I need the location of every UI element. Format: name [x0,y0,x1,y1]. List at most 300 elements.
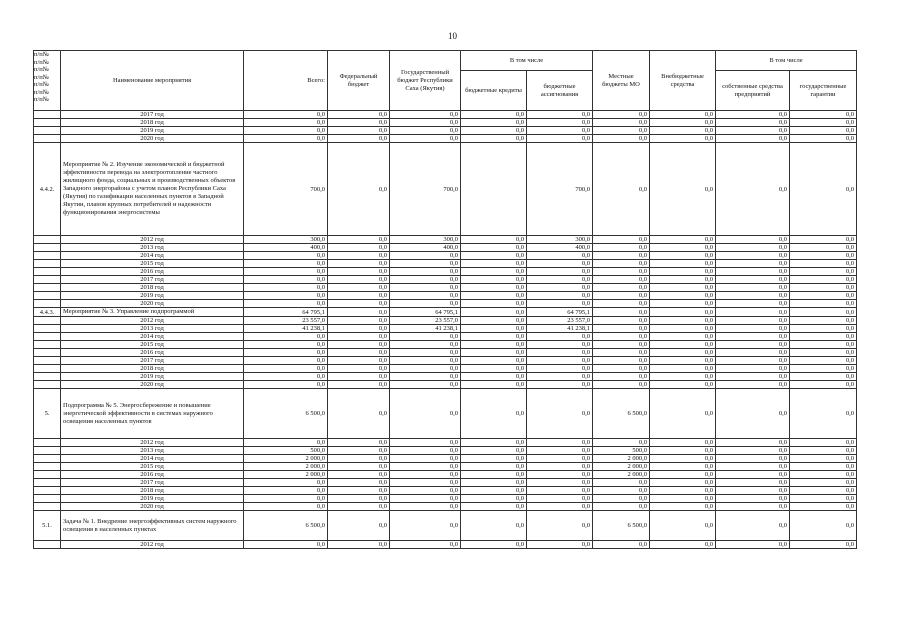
value-cell: 0,0 [790,111,857,119]
value-cell: 0,0 [461,541,527,549]
row-year: 2019 год [61,495,244,503]
value-cell: 0,0 [593,341,650,349]
value-cell: 0,0 [527,300,593,308]
value-cell: 0,0 [244,365,328,373]
value-cell: 0,0 [650,325,716,333]
value-cell: 0,0 [650,300,716,308]
value-cell: 0,0 [461,463,527,471]
row-year: 2015 год [61,341,244,349]
table-row [34,252,857,260]
value-cell: 0,0 [328,284,390,292]
value-cell: 0,0 [461,341,527,349]
row-code [34,276,61,284]
row-code [34,439,61,447]
row-year: 2017 год [61,111,244,119]
value-cell: 0,0 [461,357,527,365]
value-cell: 0,0 [716,284,790,292]
value-cell: 0,0 [390,333,461,341]
value-cell: 2 000,0 [244,455,328,463]
value-cell: 0,0 [716,495,790,503]
table-header [34,51,857,111]
value-cell: 0,0 [650,276,716,284]
row-year: 2012 год [61,439,244,447]
value-cell: 300,0 [390,236,461,244]
table-row [34,143,857,236]
value-cell: 0,0 [461,300,527,308]
value-cell: 0,0 [390,463,461,471]
value-cell: 0,0 [650,143,716,236]
row-year: 2014 год [61,333,244,341]
header-credits: бюджетные кредиты [461,71,527,111]
value-cell: 0,0 [650,292,716,300]
value-cell: 0,0 [527,495,593,503]
value-cell: 0,0 [390,127,461,135]
row-name: Задача № 1. Внедрение энергоэффективных систем наружного освещения в населенных пунктах [61,511,244,541]
value-cell: 0,0 [461,268,527,276]
row-code [34,471,61,479]
value-cell: 0,0 [716,143,790,236]
value-cell: 0,0 [790,381,857,389]
value-cell: 64 795,1 [390,308,461,317]
row-year: 2013 год [61,447,244,455]
value-cell: 0,0 [527,276,593,284]
value-cell: 64 795,1 [244,308,328,317]
value-cell: 0,0 [716,333,790,341]
value-cell: 0,0 [461,487,527,495]
value-cell: 0,0 [593,236,650,244]
value-cell: 6 500,0 [244,389,328,439]
value-cell: 0,0 [527,119,593,127]
value-cell: 0,0 [461,127,527,135]
header-own: собственные средства предприятий [716,71,790,111]
row-code [34,349,61,357]
value-cell: 0,0 [650,373,716,381]
table-row [34,300,857,308]
table-row [34,479,857,487]
value-cell: 0,0 [328,260,390,268]
value-cell: 0,0 [593,284,650,292]
table-row [34,317,857,325]
value-cell: 0,0 [390,260,461,268]
value-cell: 0,0 [716,268,790,276]
value-cell: 0,0 [390,487,461,495]
value-cell: 0,0 [593,541,650,549]
table-row [34,333,857,341]
row-code [34,292,61,300]
row-code: 5. [34,389,61,439]
value-cell: 0,0 [461,276,527,284]
value-cell: 0,0 [650,127,716,135]
value-cell: 0,0 [461,325,527,333]
value-cell: 0,0 [328,455,390,463]
row-code [34,333,61,341]
value-cell: 0,0 [390,389,461,439]
row-year: 2020 год [61,381,244,389]
value-cell: 0,0 [650,119,716,127]
header-number-line: п/п№ [34,58,49,66]
value-cell: 0,0 [716,357,790,365]
value-cell: 0,0 [790,447,857,455]
value-cell: 0,0 [527,135,593,143]
row-year: 2020 год [61,300,244,308]
value-cell: 0,0 [328,365,390,373]
row-year: 2020 год [61,135,244,143]
value-cell: 0,0 [716,365,790,373]
value-cell: 0,0 [593,349,650,357]
table-row [34,111,857,119]
value-cell: 0,0 [593,487,650,495]
header-name: Наименование мероприятия [61,51,244,111]
value-cell [461,143,527,236]
value-cell: 0,0 [328,389,390,439]
value-cell: 0,0 [593,503,650,511]
row-code [34,381,61,389]
value-cell: 0,0 [244,349,328,357]
value-cell: 0,0 [328,308,390,317]
table-row [34,268,857,276]
value-cell: 0,0 [527,268,593,276]
value-cell: 0,0 [650,479,716,487]
value-cell: 700,0 [527,143,593,236]
value-cell: 0,0 [650,471,716,479]
value-cell: 0,0 [716,373,790,381]
value-cell: 0,0 [390,365,461,373]
value-cell: 0,0 [328,487,390,495]
row-code: 4.4.3. [34,308,61,317]
value-cell: 0,0 [790,479,857,487]
value-cell: 0,0 [650,111,716,119]
value-cell: 0,0 [790,127,857,135]
row-year: 2014 год [61,252,244,260]
value-cell: 0,0 [790,252,857,260]
row-code [34,373,61,381]
value-cell: 0,0 [527,503,593,511]
table-row [34,365,857,373]
value-cell: 0,0 [716,135,790,143]
table-row [34,455,857,463]
row-code [34,127,61,135]
value-cell: 0,0 [790,292,857,300]
row-year: 2014 год [61,455,244,463]
value-cell: 0,0 [461,365,527,373]
value-cell: 0,0 [593,357,650,365]
value-cell: 0,0 [244,479,328,487]
value-cell: 0,0 [790,333,857,341]
row-code: 4.4.2. [34,143,61,236]
value-cell: 0,0 [593,300,650,308]
value-cell: 0,0 [461,495,527,503]
value-cell: 0,0 [527,260,593,268]
value-cell: 0,0 [650,244,716,252]
value-cell: 0,0 [716,455,790,463]
row-year: 2013 год [61,325,244,333]
value-cell: 0,0 [244,119,328,127]
value-cell: 0,0 [716,300,790,308]
row-code [34,244,61,252]
value-cell: 0,0 [461,292,527,300]
value-cell: 0,0 [390,479,461,487]
value-cell: 0,0 [716,236,790,244]
value-cell: 0,0 [593,325,650,333]
value-cell: 0,0 [716,127,790,135]
header-incl-offbudget: В том числе [716,51,857,71]
table-row [34,135,857,143]
value-cell: 0,0 [716,389,790,439]
value-cell: 0,0 [390,511,461,541]
value-cell: 0,0 [716,487,790,495]
value-cell: 0,0 [390,341,461,349]
value-cell: 0,0 [650,389,716,439]
header-number-lines [34,51,60,104]
value-cell: 0,0 [527,111,593,119]
value-cell: 0,0 [790,244,857,252]
value-cell: 0,0 [593,135,650,143]
value-cell: 0,0 [328,325,390,333]
value-cell: 0,0 [593,365,650,373]
row-year: 2012 год [61,317,244,325]
value-cell: 0,0 [328,333,390,341]
value-cell: 0,0 [790,511,857,541]
value-cell: 0,0 [650,317,716,325]
row-code [34,447,61,455]
header-guar: государственные гарантии [790,71,857,111]
value-cell: 0,0 [650,260,716,268]
header-number [34,51,61,111]
value-cell: 0,0 [244,503,328,511]
value-cell: 0,0 [244,541,328,549]
value-cell: 0,0 [593,308,650,317]
value-cell: 500,0 [593,447,650,455]
value-cell: 0,0 [593,260,650,268]
row-code [34,341,61,349]
value-cell: 0,0 [593,244,650,252]
table-row [34,487,857,495]
table-row [34,276,857,284]
value-cell: 0,0 [790,268,857,276]
value-cell: 0,0 [790,463,857,471]
value-cell: 23 557,0 [390,317,461,325]
row-code [34,236,61,244]
table-row [34,308,857,317]
value-cell: 0,0 [244,111,328,119]
value-cell: 0,0 [790,284,857,292]
value-cell: 0,0 [716,439,790,447]
row-name: Мероприятие № 2. Изучение экономической и бюджетной эффективности перевода на электроотопление частного жилищного фонда, социальных и производственных объектов Западного энергорайона с учетом планов Республики Саха (Якутия) по газификации населенных пунктов в Западной Якутии, планов крупных потребителей и надежности функционирования энергосистемы [61,143,244,236]
value-cell: 0,0 [244,252,328,260]
value-cell: 0,0 [716,308,790,317]
value-cell: 0,0 [716,479,790,487]
value-cell: 0,0 [650,268,716,276]
value-cell: 0,0 [244,341,328,349]
value-cell: 0,0 [716,381,790,389]
value-cell: 0,0 [527,127,593,135]
value-cell: 0,0 [328,143,390,236]
value-cell: 0,0 [461,284,527,292]
value-cell: 0,0 [790,503,857,511]
value-cell: 400,0 [527,244,593,252]
value-cell: 0,0 [390,471,461,479]
value-cell: 0,0 [790,495,857,503]
value-cell: 0,0 [390,292,461,300]
header-number-line: п/п№ [34,88,49,96]
row-year: 2012 год [61,541,244,549]
value-cell: 64 795,1 [527,308,593,317]
value-cell: 0,0 [650,349,716,357]
row-year: 2019 год [61,292,244,300]
value-cell: 0,0 [650,236,716,244]
value-cell: 0,0 [328,111,390,119]
value-cell: 0,0 [790,349,857,357]
value-cell: 0,0 [328,439,390,447]
value-cell: 0,0 [527,381,593,389]
value-cell: 23 557,0 [244,317,328,325]
value-cell: 0,0 [790,341,857,349]
value-cell: 0,0 [461,252,527,260]
value-cell: 0,0 [650,308,716,317]
value-cell: 0,0 [650,333,716,341]
value-cell: 0,0 [461,373,527,381]
value-cell: 0,0 [461,479,527,487]
row-name: Мероприятие № 3. Управление подпрограммой [61,308,244,317]
value-cell: 0,0 [244,381,328,389]
value-cell: 0,0 [461,236,527,244]
value-cell: 0,0 [790,471,857,479]
row-code [34,503,61,511]
value-cell: 0,0 [390,357,461,365]
row-code [34,541,61,549]
value-cell: 0,0 [650,252,716,260]
table-row [34,495,857,503]
value-cell: 0,0 [527,541,593,549]
value-cell: 0,0 [328,268,390,276]
value-cell: 0,0 [593,495,650,503]
value-cell: 0,0 [716,111,790,119]
value-cell: 0,0 [390,503,461,511]
value-cell: 0,0 [390,373,461,381]
value-cell: 0,0 [328,511,390,541]
value-cell: 0,0 [790,389,857,439]
value-cell: 0,0 [790,300,857,308]
value-cell: 0,0 [716,276,790,284]
value-cell: 6 500,0 [244,511,328,541]
table-row [34,260,857,268]
value-cell: 2 000,0 [593,455,650,463]
table-row [34,389,857,439]
value-cell: 6 500,0 [593,389,650,439]
header-number-line: п/п№ [34,81,49,88]
value-cell: 0,0 [716,260,790,268]
value-cell: 0,0 [390,111,461,119]
value-cell: 0,0 [244,300,328,308]
value-cell: 0,0 [790,276,857,284]
value-cell: 0,0 [716,252,790,260]
value-cell: 0,0 [390,268,461,276]
value-cell: 0,0 [244,333,328,341]
value-cell: 0,0 [328,479,390,487]
value-cell: 2 000,0 [244,471,328,479]
table-row [34,439,857,447]
value-cell: 0,0 [527,349,593,357]
value-cell: 0,0 [328,244,390,252]
value-cell: 0,0 [650,439,716,447]
value-cell: 0,0 [527,284,593,292]
row-code [34,495,61,503]
value-cell: 0,0 [593,381,650,389]
header-total: Всего: [244,51,328,111]
header-offbudget: Внебюджетные средства [650,51,716,111]
value-cell: 0,0 [650,284,716,292]
value-cell: 0,0 [244,357,328,365]
value-cell: 0,0 [390,381,461,389]
value-cell: 0,0 [390,252,461,260]
row-year: 2016 год [61,349,244,357]
table-row [34,373,857,381]
row-code [34,317,61,325]
value-cell: 0,0 [461,511,527,541]
value-cell: 0,0 [244,127,328,135]
value-cell: 0,0 [593,373,650,381]
row-code [34,463,61,471]
row-code [34,357,61,365]
value-cell: 0,0 [527,292,593,300]
value-cell: 0,0 [716,244,790,252]
value-cell: 0,0 [390,119,461,127]
value-cell: 0,0 [650,381,716,389]
row-year: 2017 год [61,357,244,365]
value-cell: 6 500,0 [593,511,650,541]
value-cell: 0,0 [244,439,328,447]
value-cell: 0,0 [593,127,650,135]
row-code [34,455,61,463]
value-cell: 0,0 [328,135,390,143]
budget-table [33,50,857,549]
value-cell: 0,0 [527,455,593,463]
value-cell: 0,0 [527,389,593,439]
value-cell: 0,0 [390,135,461,143]
value-cell: 0,0 [790,357,857,365]
value-cell: 0,0 [328,373,390,381]
value-cell: 0,0 [650,541,716,549]
value-cell: 0,0 [461,389,527,439]
table-row [34,341,857,349]
row-code [34,325,61,333]
value-cell: 0,0 [527,341,593,349]
table-row [34,236,857,244]
value-cell: 0,0 [461,455,527,463]
value-cell: 0,0 [527,357,593,365]
value-cell: 400,0 [390,244,461,252]
table-row [34,511,857,541]
value-cell: 0,0 [527,511,593,541]
value-cell: 0,0 [527,447,593,455]
header-local: Местные бюджеты МО [593,51,650,111]
value-cell: 0,0 [461,135,527,143]
value-cell: 0,0 [328,300,390,308]
value-cell: 0,0 [461,503,527,511]
value-cell: 0,0 [244,135,328,143]
value-cell: 0,0 [461,260,527,268]
value-cell: 2 000,0 [593,471,650,479]
table-row [34,381,857,389]
row-year: 2018 год [61,284,244,292]
value-cell: 0,0 [790,439,857,447]
row-year: 2013 год [61,244,244,252]
value-cell: 0,0 [390,276,461,284]
value-cell: 0,0 [461,439,527,447]
value-cell: 0,0 [790,236,857,244]
header-state: Государственный бюджет Республики Саха (Якутия) [390,51,461,111]
value-cell: 0,0 [328,357,390,365]
